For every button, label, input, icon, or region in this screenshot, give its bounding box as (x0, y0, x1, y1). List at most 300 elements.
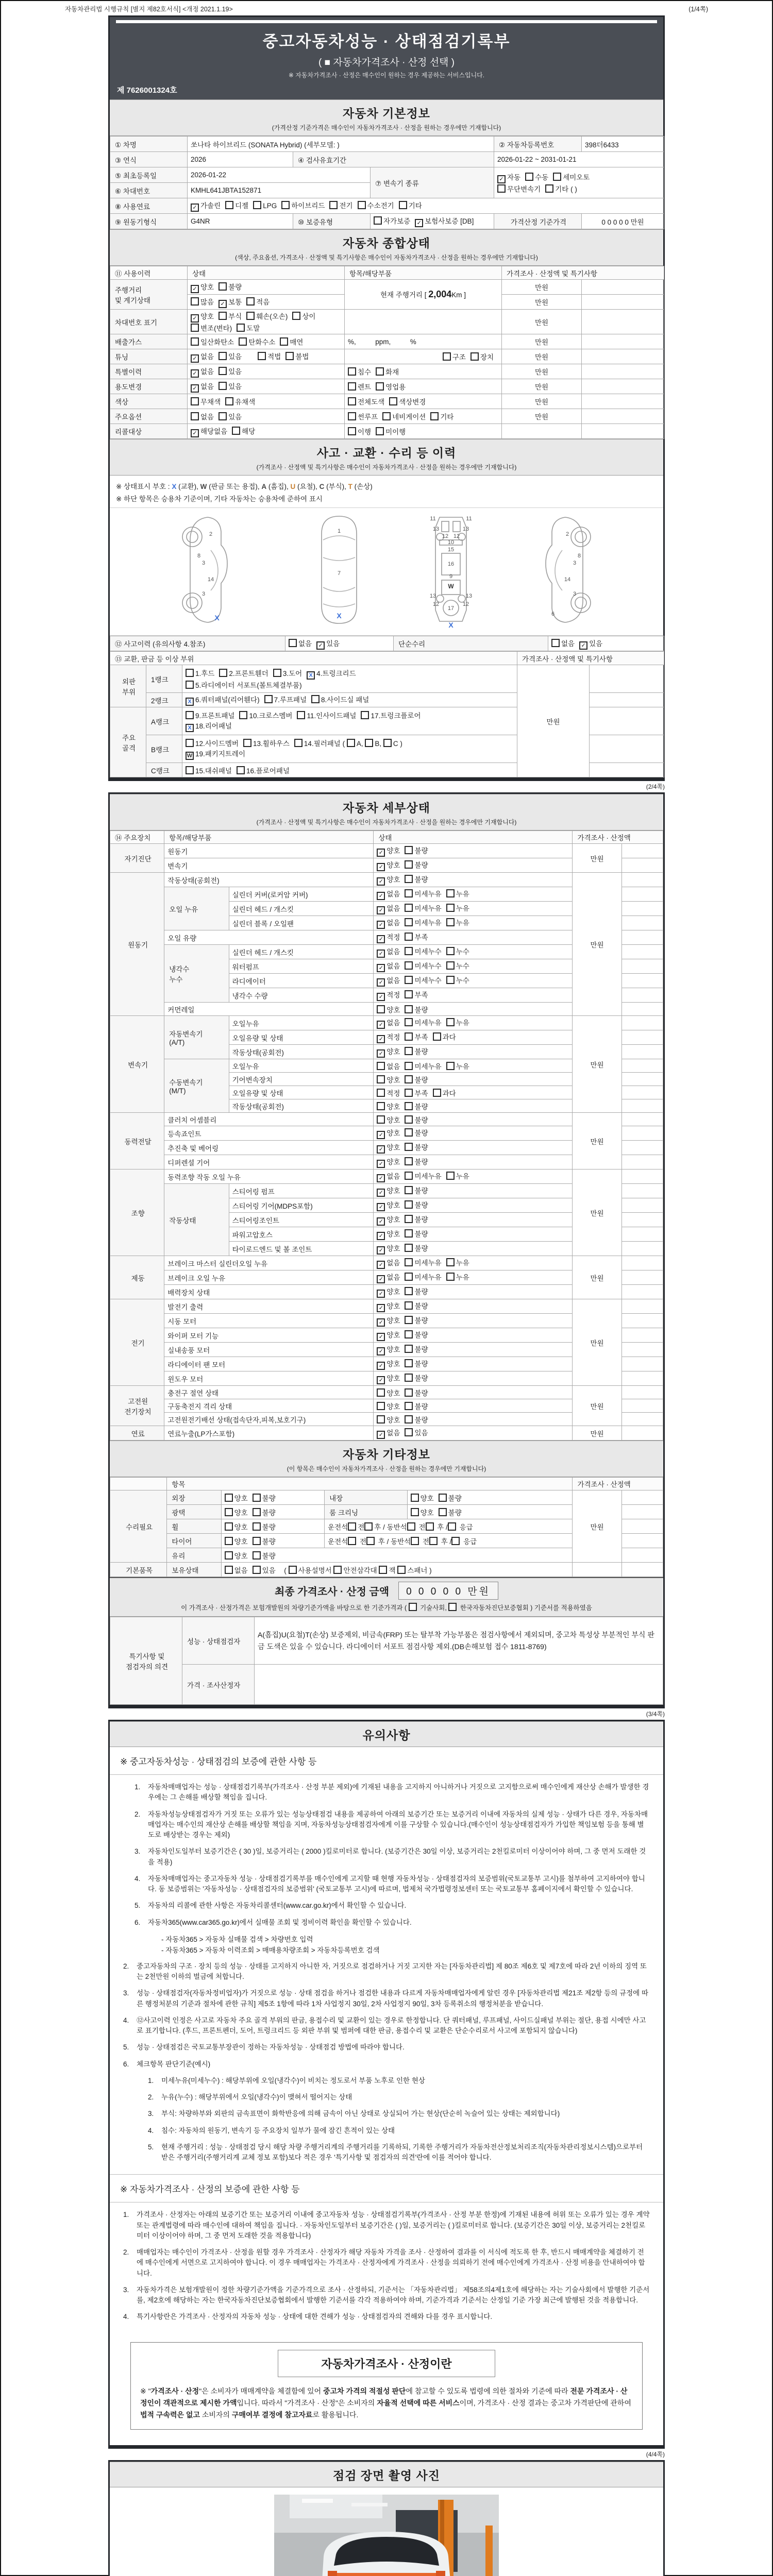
check-option[interactable] (405, 1144, 428, 1151)
check-option[interactable] (405, 1403, 428, 1411)
check-option[interactable] (219, 313, 242, 320)
check-option[interactable] (285, 353, 309, 361)
checkbox[interactable] (377, 1402, 385, 1410)
check-option[interactable] (377, 1116, 400, 1124)
check-option[interactable] (376, 428, 406, 436)
checkbox[interactable] (405, 1388, 413, 1397)
check-option[interactable] (186, 670, 214, 677)
check-option[interactable] (377, 1006, 400, 1014)
check-option[interactable] (191, 202, 221, 210)
checkbox[interactable] (405, 1089, 413, 1097)
checkbox[interactable] (347, 739, 355, 747)
checkbox[interactable]: ✓ (377, 1261, 385, 1269)
check-option[interactable] (186, 682, 302, 689)
checkbox[interactable] (405, 961, 413, 970)
check-option[interactable] (405, 919, 441, 927)
checkbox[interactable] (446, 961, 455, 970)
checkbox[interactable] (225, 1566, 233, 1574)
checkbox[interactable] (405, 1186, 413, 1194)
check-option[interactable] (405, 1230, 428, 1238)
checkbox[interactable] (225, 1508, 233, 1516)
check-option[interactable] (377, 1144, 400, 1151)
check-option[interactable] (405, 1416, 428, 1424)
checkbox[interactable] (405, 933, 413, 941)
check-option[interactable] (405, 1076, 428, 1084)
check-option[interactable] (446, 1274, 469, 1281)
checkbox[interactable]: X (186, 698, 194, 706)
check-option[interactable] (219, 353, 242, 361)
checkbox[interactable]: ✓ (377, 906, 385, 914)
check-option[interactable] (377, 890, 400, 898)
checkbox[interactable]: ✓ (377, 1160, 385, 1168)
check-option[interactable] (311, 696, 369, 704)
checkbox[interactable] (405, 1402, 413, 1410)
check-option[interactable] (239, 712, 292, 720)
check-option[interactable] (219, 283, 242, 291)
check-option[interactable] (377, 1090, 400, 1097)
check-option[interactable] (430, 413, 453, 421)
checkbox[interactable] (411, 1537, 419, 1545)
check-option[interactable] (253, 1538, 276, 1546)
checkbox[interactable] (405, 1330, 413, 1338)
checkbox[interactable] (219, 282, 227, 291)
checkbox[interactable]: ✓ (377, 1189, 385, 1197)
checkbox[interactable]: ✓ (377, 863, 385, 871)
check-option[interactable] (405, 1288, 428, 1296)
checkbox[interactable] (405, 1316, 413, 1324)
checkbox[interactable] (446, 889, 455, 897)
check-option[interactable] (377, 1429, 400, 1437)
check-option[interactable] (405, 1245, 428, 1252)
checkbox[interactable] (219, 312, 227, 320)
checkbox[interactable]: ✓ (377, 950, 385, 958)
checkbox[interactable] (405, 976, 413, 984)
checkbox[interactable] (433, 1032, 441, 1041)
checkbox[interactable] (191, 297, 199, 306)
check-option[interactable] (191, 428, 227, 435)
checkbox[interactable]: ✓ (377, 1290, 385, 1298)
check-option[interactable] (405, 1216, 428, 1224)
checkbox[interactable] (405, 947, 413, 955)
check-option[interactable] (377, 1063, 400, 1071)
check-option[interactable] (225, 1495, 248, 1502)
checkbox[interactable] (405, 1115, 413, 1124)
check-option[interactable] (191, 413, 214, 421)
checkbox[interactable] (405, 1018, 413, 1026)
checkbox[interactable] (361, 711, 369, 719)
checkbox[interactable] (225, 1551, 233, 1560)
checkbox[interactable] (348, 1522, 356, 1531)
checkbox[interactable] (225, 1537, 233, 1545)
checkbox[interactable]: ✓ (377, 1431, 385, 1439)
checkbox[interactable] (405, 1172, 413, 1180)
check-option[interactable] (253, 1509, 276, 1517)
checkbox[interactable] (232, 427, 240, 435)
checkbox[interactable] (448, 1522, 456, 1531)
checkbox[interactable] (377, 1415, 385, 1423)
check-option[interactable] (579, 640, 602, 648)
check-option[interactable] (377, 1033, 400, 1041)
check-option[interactable] (377, 977, 400, 985)
checkbox[interactable] (446, 947, 455, 955)
checkbox[interactable] (374, 216, 382, 225)
checkbox[interactable] (551, 639, 560, 647)
checkbox[interactable] (225, 1522, 233, 1531)
check-option[interactable] (377, 1288, 400, 1296)
checkbox[interactable]: ✓ (191, 369, 199, 378)
check-option[interactable] (237, 767, 290, 775)
check-option[interactable] (253, 202, 277, 210)
checkbox[interactable] (383, 739, 392, 747)
check-option[interactable] (225, 1567, 248, 1574)
checkbox[interactable] (253, 1494, 261, 1502)
check-option[interactable] (377, 1019, 400, 1027)
check-option[interactable] (439, 1495, 462, 1502)
checkbox[interactable] (219, 382, 227, 390)
check-option[interactable] (292, 313, 315, 320)
check-option[interactable] (232, 428, 255, 435)
checkbox[interactable] (289, 639, 297, 647)
check-option[interactable] (446, 962, 469, 970)
checkbox[interactable] (239, 711, 247, 719)
checkbox[interactable]: X (307, 671, 315, 680)
checkbox[interactable]: ✓ (377, 921, 385, 929)
checkbox[interactable] (376, 427, 384, 435)
check-option[interactable] (374, 217, 410, 225)
check-option[interactable] (405, 1173, 441, 1180)
check-option[interactable] (329, 202, 352, 210)
check-option[interactable] (243, 740, 290, 748)
checkbox[interactable]: ✓ (377, 1304, 385, 1312)
check-option[interactable] (377, 934, 400, 941)
checkbox[interactable]: ✓ (191, 384, 199, 393)
checkbox[interactable] (448, 1603, 457, 1611)
checkbox[interactable]: ✓ (377, 1232, 385, 1240)
check-option[interactable] (415, 217, 474, 225)
check-option[interactable] (377, 1259, 400, 1267)
checkbox[interactable] (379, 1566, 387, 1574)
check-option[interactable] (377, 861, 400, 869)
check-option[interactable] (405, 1375, 428, 1382)
checkbox[interactable]: ✓ (377, 978, 385, 987)
checkbox[interactable] (377, 1102, 385, 1110)
check-option[interactable] (191, 298, 214, 306)
check-option[interactable] (433, 1090, 456, 1097)
check-option[interactable] (405, 1019, 441, 1027)
checkbox[interactable] (405, 1032, 413, 1041)
checkbox[interactable] (405, 1200, 413, 1209)
check-option[interactable] (358, 202, 394, 210)
check-option[interactable] (377, 1331, 400, 1339)
checkbox[interactable] (405, 889, 413, 897)
check-option[interactable] (191, 383, 214, 391)
check-option[interactable] (377, 962, 400, 970)
check-option[interactable] (405, 1129, 428, 1137)
checkbox[interactable] (377, 1075, 385, 1083)
checkbox[interactable]: ✓ (377, 892, 385, 900)
check-option[interactable] (389, 398, 426, 406)
check-option[interactable] (377, 876, 400, 884)
check-option[interactable] (405, 1274, 441, 1281)
checkbox[interactable]: ✓ (191, 429, 199, 437)
checkbox[interactable] (382, 412, 391, 420)
check-option[interactable] (239, 338, 275, 346)
checkbox[interactable] (405, 1047, 413, 1055)
checkbox[interactable] (405, 1415, 413, 1423)
checkbox[interactable] (366, 1537, 375, 1545)
check-option[interactable] (399, 202, 422, 210)
check-option[interactable] (361, 712, 421, 720)
checkbox[interactable] (311, 695, 320, 703)
check-option[interactable] (186, 767, 232, 775)
checkbox[interactable]: ✓ (377, 1347, 385, 1355)
checkbox[interactable] (497, 184, 506, 193)
check-option[interactable] (525, 174, 548, 181)
check-option[interactable] (405, 1033, 428, 1041)
check-option[interactable] (377, 991, 400, 999)
checkbox[interactable]: ✓ (377, 877, 385, 886)
check-option[interactable] (191, 398, 221, 406)
checkbox[interactable] (348, 382, 356, 391)
check-option[interactable] (186, 696, 260, 704)
checkbox[interactable] (405, 1102, 413, 1110)
checkbox[interactable] (525, 173, 533, 181)
checkbox[interactable]: ✓ (415, 219, 423, 227)
check-option[interactable] (258, 353, 281, 361)
check-option[interactable] (405, 890, 441, 898)
checkbox[interactable] (397, 1566, 406, 1574)
checkbox[interactable] (433, 1089, 441, 1097)
check-option[interactable] (253, 1523, 276, 1531)
checkbox[interactable] (405, 875, 413, 883)
check-option[interactable] (405, 1201, 428, 1209)
checkbox[interactable]: ✓ (377, 1362, 385, 1370)
checkbox[interactable] (405, 846, 413, 854)
check-option[interactable] (377, 1375, 400, 1382)
check-option[interactable] (225, 398, 255, 406)
check-option[interactable] (191, 313, 214, 320)
check-option[interactable] (545, 185, 577, 193)
checkbox[interactable]: ✓ (377, 1203, 385, 1211)
check-option[interactable] (377, 1158, 400, 1166)
check-option[interactable] (497, 174, 520, 181)
check-option[interactable] (470, 353, 494, 361)
checkbox[interactable] (280, 337, 288, 346)
checkbox[interactable] (405, 1345, 413, 1353)
checkbox[interactable]: ✓ (191, 285, 199, 293)
check-option[interactable] (191, 325, 232, 332)
check-option[interactable] (186, 722, 232, 730)
check-option[interactable] (446, 1019, 469, 1027)
check-option[interactable] (446, 1173, 469, 1180)
check-option[interactable] (405, 1259, 441, 1267)
check-option[interactable] (219, 670, 268, 677)
checkbox[interactable]: ✓ (191, 314, 199, 323)
check-option[interactable] (191, 338, 234, 346)
checkbox[interactable] (225, 397, 233, 405)
check-option[interactable] (377, 1416, 400, 1424)
checkbox[interactable]: ✓ (377, 1217, 385, 1226)
checkbox[interactable] (253, 1551, 261, 1560)
checkbox[interactable] (545, 184, 553, 193)
checkbox[interactable]: ✓ (377, 1021, 385, 1029)
check-option[interactable] (253, 1552, 276, 1560)
checkbox[interactable] (439, 1494, 447, 1502)
check-option[interactable] (376, 368, 399, 376)
check-option[interactable] (377, 948, 400, 956)
check-option[interactable] (348, 383, 371, 391)
check-option[interactable] (348, 413, 378, 421)
checkbox[interactable] (446, 1258, 455, 1266)
check-option[interactable] (405, 1360, 428, 1368)
checkbox[interactable] (186, 739, 194, 747)
checkbox[interactable] (297, 711, 305, 719)
check-option[interactable] (405, 1302, 428, 1310)
check-option[interactable] (377, 1346, 400, 1353)
checkbox[interactable] (364, 1522, 373, 1531)
check-option[interactable] (405, 905, 441, 912)
check-option[interactable] (377, 1302, 400, 1310)
check-option[interactable] (297, 712, 356, 720)
check-option[interactable] (264, 696, 307, 704)
checkbox[interactable] (246, 312, 255, 320)
check-option[interactable] (289, 640, 312, 648)
checkbox[interactable] (429, 1537, 438, 1545)
checkbox[interactable]: ✓ (377, 1035, 385, 1043)
checkbox[interactable] (407, 1522, 415, 1531)
check-option[interactable] (186, 750, 245, 758)
check-option[interactable] (219, 413, 242, 421)
check-option[interactable] (433, 1033, 456, 1041)
checkbox[interactable] (446, 918, 455, 926)
checkbox[interactable] (376, 367, 384, 376)
check-option[interactable] (377, 1048, 400, 1056)
checkbox[interactable] (264, 695, 273, 703)
checkbox[interactable]: ✓ (377, 964, 385, 972)
check-option[interactable] (377, 919, 400, 927)
checkbox[interactable]: ✓ (377, 1049, 385, 1058)
checkbox[interactable] (405, 1157, 413, 1165)
checkbox[interactable] (405, 1143, 413, 1151)
check-option[interactable] (405, 962, 441, 970)
checkbox[interactable] (348, 367, 356, 376)
check-option[interactable] (186, 712, 234, 720)
check-option[interactable] (377, 1360, 400, 1368)
checkbox[interactable] (399, 201, 407, 209)
check-option[interactable] (405, 861, 428, 869)
check-option[interactable] (253, 1567, 276, 1574)
check-option[interactable] (253, 1495, 276, 1502)
checkbox[interactable] (405, 1258, 413, 1266)
checkbox[interactable] (405, 1428, 413, 1436)
check-option[interactable] (377, 1274, 400, 1281)
checkbox[interactable]: ✓ (497, 175, 506, 183)
check-option[interactable] (405, 876, 428, 884)
checkbox[interactable] (292, 312, 300, 320)
checkbox[interactable] (258, 352, 266, 360)
check-option[interactable] (377, 1403, 400, 1411)
check-option[interactable] (191, 368, 214, 376)
check-option[interactable] (225, 1538, 248, 1546)
checkbox[interactable] (285, 352, 294, 360)
check-option[interactable] (377, 1187, 400, 1195)
checkbox[interactable] (411, 1494, 419, 1502)
check-option[interactable] (377, 1201, 400, 1209)
checkbox[interactable] (405, 1374, 413, 1382)
checkbox[interactable] (377, 1388, 385, 1397)
check-option[interactable] (348, 368, 371, 376)
checkbox[interactable]: ✓ (377, 1275, 385, 1283)
check-option[interactable] (281, 202, 325, 210)
checkbox[interactable] (439, 1508, 447, 1516)
checkbox[interactable] (243, 739, 251, 747)
check-option[interactable] (377, 1389, 400, 1397)
check-option[interactable] (405, 1090, 428, 1097)
checkbox[interactable] (446, 1062, 455, 1070)
check-option[interactable] (405, 1116, 428, 1124)
check-option[interactable] (348, 398, 384, 406)
checkbox[interactable]: ✓ (377, 1376, 385, 1384)
checkbox[interactable]: W (186, 752, 194, 760)
checkbox[interactable] (191, 337, 199, 346)
checkbox[interactable] (446, 1018, 455, 1026)
checkbox[interactable] (219, 412, 227, 420)
checkbox[interactable] (470, 352, 479, 361)
check-option[interactable] (443, 353, 466, 361)
check-option[interactable] (446, 1259, 469, 1267)
checkbox[interactable]: ✓ (191, 354, 199, 363)
check-option[interactable] (348, 428, 371, 436)
checkbox[interactable] (377, 1115, 385, 1124)
checkbox[interactable]: ✓ (377, 935, 385, 943)
checkbox[interactable] (365, 739, 373, 747)
checkbox[interactable] (253, 1508, 261, 1516)
check-option[interactable] (377, 905, 400, 912)
checkbox[interactable]: ✓ (579, 641, 587, 650)
check-option[interactable] (553, 174, 590, 181)
checkbox[interactable] (237, 324, 245, 332)
checkbox[interactable] (348, 1537, 356, 1545)
check-option[interactable] (551, 640, 575, 648)
checkbox[interactable]: ✓ (377, 849, 385, 857)
checkbox[interactable] (377, 1089, 385, 1097)
checkbox[interactable] (376, 382, 384, 391)
checkbox[interactable]: ✓ (377, 1318, 385, 1327)
check-option[interactable] (405, 1429, 428, 1437)
check-option[interactable] (316, 640, 340, 648)
checkbox[interactable] (405, 1273, 413, 1281)
checkbox[interactable] (405, 1075, 413, 1083)
check-option[interactable] (446, 890, 469, 898)
check-option[interactable] (225, 202, 248, 210)
check-option[interactable] (446, 1063, 469, 1071)
check-option[interactable] (405, 1103, 428, 1111)
check-option[interactable] (439, 1509, 462, 1517)
check-option[interactable] (219, 368, 242, 376)
check-option[interactable] (405, 977, 441, 985)
checkbox[interactable] (405, 1244, 413, 1252)
checkbox[interactable]: ✓ (316, 641, 325, 650)
check-option[interactable] (377, 1076, 400, 1084)
checkbox[interactable] (405, 1229, 413, 1238)
checkbox[interactable] (348, 427, 356, 435)
check-option[interactable] (273, 670, 302, 677)
check-option[interactable] (377, 847, 400, 855)
check-option[interactable] (405, 1389, 428, 1397)
check-option[interactable] (246, 313, 288, 320)
checkbox[interactable] (253, 201, 261, 209)
check-option[interactable] (219, 298, 242, 306)
